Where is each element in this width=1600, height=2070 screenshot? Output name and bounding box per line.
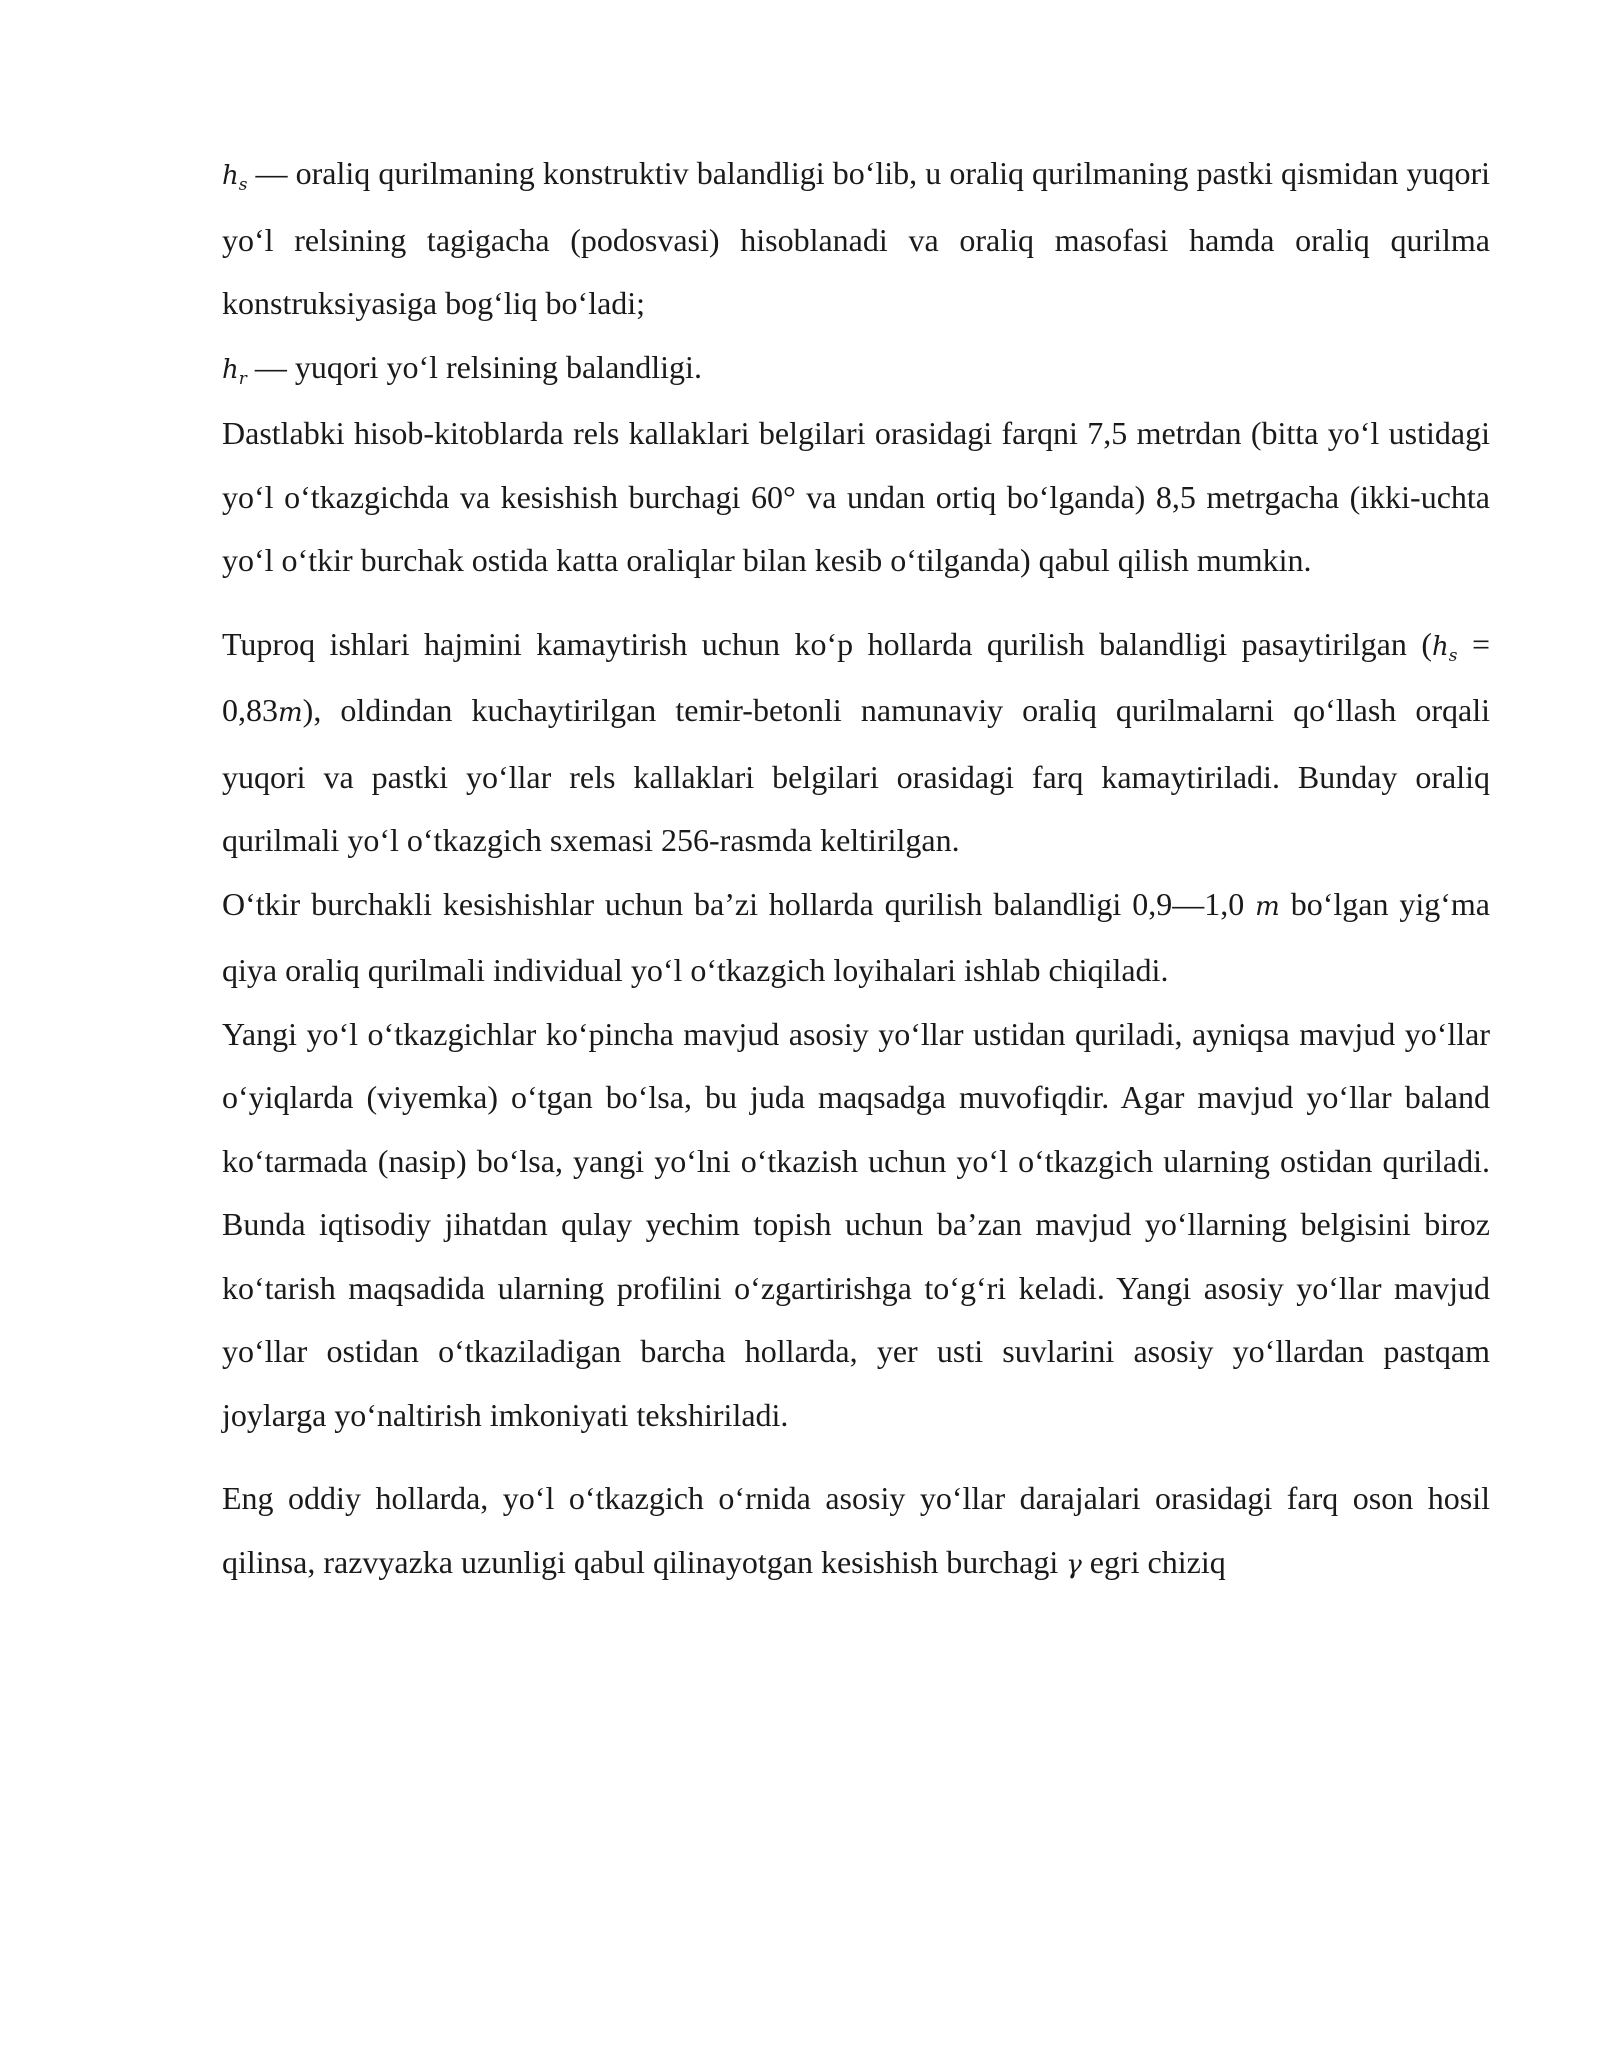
math-variable: $h_r$ (222, 354, 247, 389)
paragraph-text: bo‘lgan yig‘ma qiya oraliq qurilmali individual yo‘l o‘tkazgich loyihalari ishlab chiqiladi. (222, 885, 1491, 988)
paragraph-text: Eng oddiy hollarda, yo‘l o‘tkazgich o‘rnida asosiy yo‘llar darajalari orasidagi farq oson hosil qilinsa, razvyazka uzunligi qabul qilinayotgan kesishish burchagi (222, 1480, 1490, 1580)
math-variable: $h_s$ (222, 161, 248, 195)
paragraph-text: ), oldindan kuchaytirilgan temir-betonli namunaviy oraliq qurilmalarni qo‘llash orqali yuqori va pastki yo‘llar rels kallaklari belgilari orasidagi farq kamaytiriladi. Bunday oraliq qurilmali yo‘l o‘tkazgich sxemasi 256-rasmda keltirilgan. (222, 692, 1490, 858)
paragraph-text: — yuqori yo‘l relsining balandligi. (246, 348, 702, 385)
math-variable: $h_s$ (1432, 631, 1458, 666)
paragraph-simple-cases (222, 1467, 1490, 1597)
document-page (222, 142, 1490, 1597)
paragraph-text: O‘tkir burchakli kesishishlar uchun ba’zi hollarda qurilish balandligi 0,9—1,0 (222, 885, 1256, 922)
paragraph-text: = 0,83 (222, 625, 1491, 728)
paragraph-new-overpasses: Yangi yo‘l o‘tkazgichlar ko‘pincha mavjud asosiy yo‘llar ustidan quriladi, ayniqsa mavjud yo‘llar o‘yiqlarda (viyemka) o‘tgan bo‘lsa, bu juda maqsadga muvofiqdir. Agar mavjud yo‘llar baland ko‘tarmada (nasip) bo‘lsa, yangi yo‘lni o‘tkazish uchun yo‘l o‘tkazgich ularning ostidan quriladi. Bunda iqtisodiy jihatdan qulay yechim topish uchun ba’zan mavjud yo‘llarning belgisini biroz ko‘tarish maqsadida ularning profilini o‘zgartirishga to‘g‘ri keladi. Yangi asosiy yo‘llar mavjud yo‘llar ostidan o‘tkaziladigan barcha hollarda, yer usti suvlarini asosiy yo‘llardan pastqam joylarga yo‘naltirish imkoniyati tekshiriladi. (222, 1015, 1490, 1433)
paragraph-hs-definition (222, 142, 1490, 336)
paragraph-hr-definition (222, 336, 1490, 403)
paragraph-initial-calculations: Dastlabki hisob-kitoblarda rels kallaklari belgilari orasidagi farqni 7,5 metrdan (bitta yo‘l ustidagi yo‘l o‘tkazgichda va kesishish burchagi 60° va undan ortiq bo‘lganda) 8,5 metrgacha (ikki-uchta yo‘l o‘tkir burchak ostida katta oraliqlar bilan kesib o‘tilganda) qabul qilish mumkin. (222, 415, 1490, 578)
unit-symbol: m (1255, 891, 1280, 922)
math-symbol: γ (1066, 1549, 1082, 1580)
paragraph-text: egri chiziq (1081, 1543, 1226, 1580)
paragraph-text: Tuproq ishlari hajmini kamaytirish uchun ko‘p hollarda qurilish balandligi pasaytirilgan ( (222, 625, 1432, 662)
unit-symbol: m (278, 698, 303, 728)
paragraph-earthworks (222, 613, 1490, 873)
paragraph-text: — oraliq qurilmaning konstruktiv balandligi bo‘lib, u oraliq qurilmaning pastki qismidan yuqori yo‘l relsining tagigacha (podosvasi) hisoblanadi va oraliq masofasi hamda oraliq qurilma konstruksiyasiga bog‘liq bo‘ladi; (222, 155, 1490, 321)
paragraph-acute-intersections (222, 873, 1490, 1003)
